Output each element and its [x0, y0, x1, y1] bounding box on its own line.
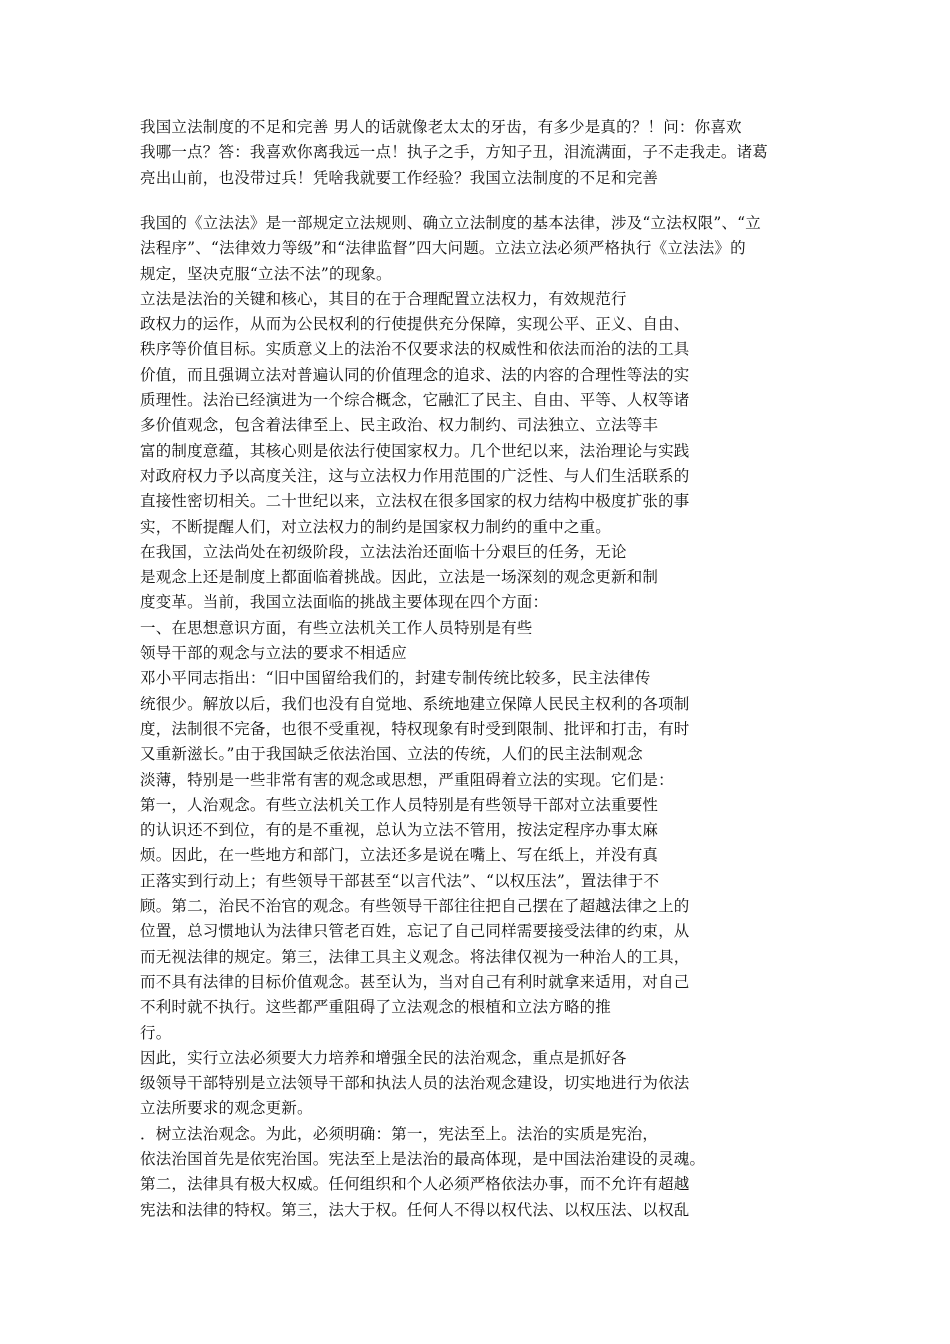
text-line: 价值，而且强调立法对普遍认同的价值理念的追求、法的内容的合理性等法的实	[140, 365, 690, 384]
text-line: 淡薄，特别是一些非常有害的观念或思想，严重阻碍着立法的实现。它们是：	[140, 770, 674, 789]
text-line: 法程序”、“法律效力等级”和“法律监督”四大问题。立法立法必须严格执行《立法法》的	[140, 239, 746, 258]
text-line: 对政府权力予以高度关注，这与立法权力作用范围的广泛性、与人们生活联系的	[140, 466, 690, 485]
text-line: 而不具有法律的目标价值观念。甚至认为，当对自己有利时就拿来适用，对自己	[140, 972, 690, 991]
text-line: 烦。因此，在一些地方和部门，立法还多是说在嘴上、写在纸上，并没有真	[140, 846, 659, 865]
text-line: 行。	[140, 1023, 172, 1042]
text-line: 的认识还不到位，有的是不重视，总认为立法不管用，按法定程序办事太麻	[140, 821, 659, 840]
text-line: 亮出山前，也没带过兵！凭啥我就要工作经验？我国立法制度的不足和完善	[140, 168, 659, 187]
text-line: 是观念上还是制度上都面临着挑战。因此，立法是一场深刻的观念更新和制	[140, 568, 659, 587]
text-line: 我国立法制度的不足和完善 男人的话就像老太太的牙齿，有多少是真的？！问：你喜欢	[140, 118, 742, 136]
text-line: 领导干部的观念与立法的要求不相适应	[140, 644, 407, 663]
text-line: 依法治国首先是依宪治国。宪法至上是法治的最高体现，是中国法治建设的灵魂。	[140, 1149, 706, 1168]
text-line: 度变革。当前，我国立法面临的挑战主要体现在四个方面：	[140, 593, 549, 612]
text-line: 而无视法律的规定。第三，法律工具主义观念。将法律仅视为一种治人的工具，	[140, 947, 690, 966]
text-line: 不利时就不执行。这些都严重阻碍了立法观念的根植和立法方略的推	[140, 998, 612, 1017]
text-line: 顾。第二，治民不治官的观念。有些领导干部往往把自己摆在了超越法律之上的	[140, 897, 690, 916]
text-line: 多价值观念，包含着法律至上、民主政治、权力制约、司法独立、立法等丰	[140, 416, 659, 435]
text-line: 富的制度意蕴，其核心则是依法行使国家权力。几个世纪以来，法治理论与实践	[140, 441, 690, 460]
text-line: 又重新滋长。”由于我国缺乏依法治国、立法的传统，人们的民主法制观念	[140, 745, 643, 764]
text-line: 第一，人治观念。有些立法机关工作人员特别是有些领导干部对立法重要性	[140, 795, 659, 814]
text-line: 邓小平同志指出：“旧中国留给我们的，封建专制传统比较多，民主法律传	[140, 669, 651, 688]
body-text	[140, 211, 820, 1223]
text-line: 第二，法律具有极大权威。任何组织和个人必须严格依法办事，而不允许有超越	[140, 1175, 690, 1194]
text-line: 规定，坚决克服“立法不法”的现象。	[140, 264, 392, 283]
text-line: 立法是法治的关键和核心，其目的在于合理配置立法权力，有效规范行	[140, 289, 627, 308]
text-line: 质理性。法治已经演进为一个综合概念，它融汇了民主、自由、平等、人权等诸	[140, 391, 690, 410]
text-line: 政权力的运作，从而为公民权利的行使提供充分保障，实现公平、正义、自由、	[140, 315, 690, 334]
text-line: 实，不断提醒人们，对立法权力的制约是国家权力制约的重中之重。	[140, 517, 612, 536]
text-line: 秩序等价值目标。实质意义上的法治不仅要求法的权威性和依法而治的法的工具	[140, 340, 690, 359]
text-line: 正落实到行动上；有些领导干部甚至“以言代法”、“以权压法”，置法律于不	[140, 871, 660, 890]
text-line: 立法所要求的观念更新。	[140, 1099, 313, 1118]
text-line: 一、在思想意识方面，有些立法机关工作人员特别是有些	[140, 618, 533, 637]
text-line: 在我国，立法尚处在初级阶段，立法法治还面临十分艰巨的任务，无论	[140, 542, 627, 561]
text-line: 宪法和法律的特权。第三，法大于权。任何人不得以权代法、以权压法、以权乱	[140, 1200, 690, 1219]
text-line: 我哪一点？答：我喜欢你离我远一点！执子之手，方知子丑，泪流满面，子不走我走。诸葛	[140, 143, 769, 162]
text-line: 统很少。解放以后，我们也没有自觉地、系统地建立保障人民民主权利的各项制	[140, 694, 690, 713]
text-line: 级领导干部特别是立法领导干部和执法人员的法治观念建设，切实地进行为依法	[140, 1074, 690, 1093]
text-line: 位置，总习惯地认为法律只管老百姓，忘记了自己同样需要接受法律的约束，从	[140, 922, 690, 941]
text-line: 我国的《立法法》是一部规定立法规则、确立立法制度的基本法律，涉及“立法权限”、“立	[140, 214, 761, 232]
text-line: 度，法制很不完备，也很不受重视，特权现象有时受到限制、批评和打击，有时	[140, 719, 690, 738]
text-line: 因此，实行立法必须要大力培养和增强全民的法治观念，重点是抓好各	[140, 1048, 627, 1067]
text-line: 直接性密切相关。二十世纪以来，立法权在很多国家的权力结构中极度扩张的事	[140, 492, 690, 511]
text-line: ．树立法治观念。为此，必须明确：第一，宪法至上。法治的实质是宪治，	[140, 1124, 659, 1143]
intro-paragraph	[140, 115, 820, 191]
